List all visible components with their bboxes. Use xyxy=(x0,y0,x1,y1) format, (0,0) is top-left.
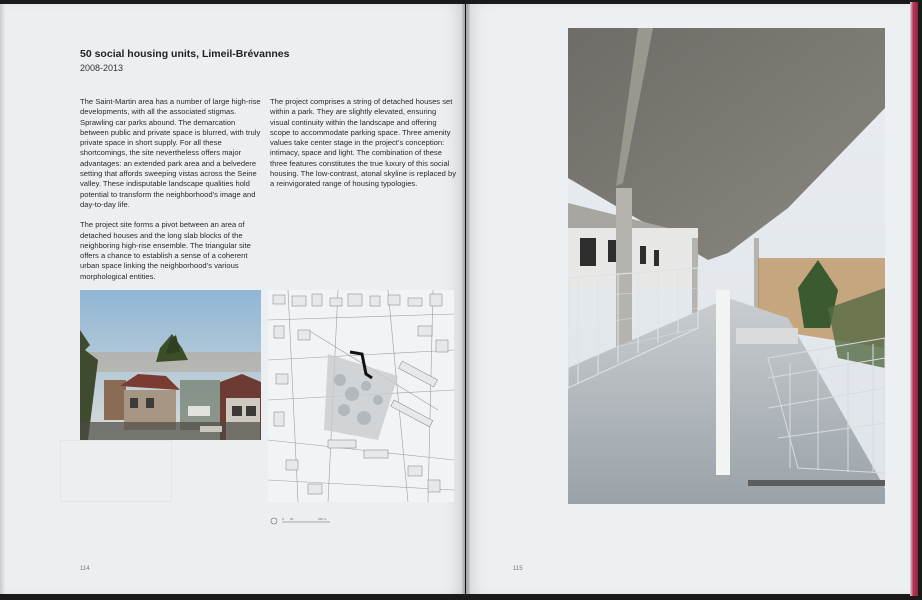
text-column-one xyxy=(80,97,262,292)
scale-label: 0 xyxy=(282,517,284,521)
page-number-right: 115 xyxy=(513,566,523,572)
paragraph: The Saint-Martin area has a number of large high-rise developments, with all the associated stigmas. Sprawling car parks abound. The demarcation between public and private space is blurred, with truly private space in short supply. For all these shortcomings, the site nevertheless offers major advantages: an extended park area and a belvedere setting that affords sweeping vistas across the Seine valley. These indisputable landscape qualities hold potential to transform the neighborhood’s image and day-to-day life. xyxy=(80,97,261,209)
plan-scale-bar xyxy=(270,513,340,523)
neighborhood-photo xyxy=(80,290,261,440)
faint-background-drawing xyxy=(60,440,172,502)
site-plan xyxy=(268,290,454,502)
scale-label: 100 m xyxy=(318,517,327,521)
book-gutter xyxy=(462,4,470,594)
project-years: 2008-2013 xyxy=(80,63,124,73)
project-title: 50 social housing units, Limeil-Brévannes xyxy=(80,48,290,60)
page-number-left: 114 xyxy=(80,566,90,572)
text-column-two xyxy=(270,97,456,200)
scale-label: 50 xyxy=(290,517,294,521)
balcony-walkway-photo xyxy=(568,28,885,504)
paragraph: The project comprises a string of detached houses set within a park. They are slightly elevated, ensuring visual continuity within the landscape and offering scope to accommodate parking space. Three amenity values take center stage in the project’s conception: intimacy, space and light. The combination of these three features constitutes the true luxury of this social housing. The low-contrast, atonal skyline is replaced by a reinvigorated range of housing typologies. xyxy=(270,97,457,189)
right-page-edge xyxy=(910,2,918,596)
paragraph: The project site forms a pivot between an area of detached houses and the long slab blocks of the neighboring high-rise ensemble. The triangular site offers a chance to establish a sense of a coherent urban space linking the neighborhood’s various morphological entities. xyxy=(80,220,251,281)
